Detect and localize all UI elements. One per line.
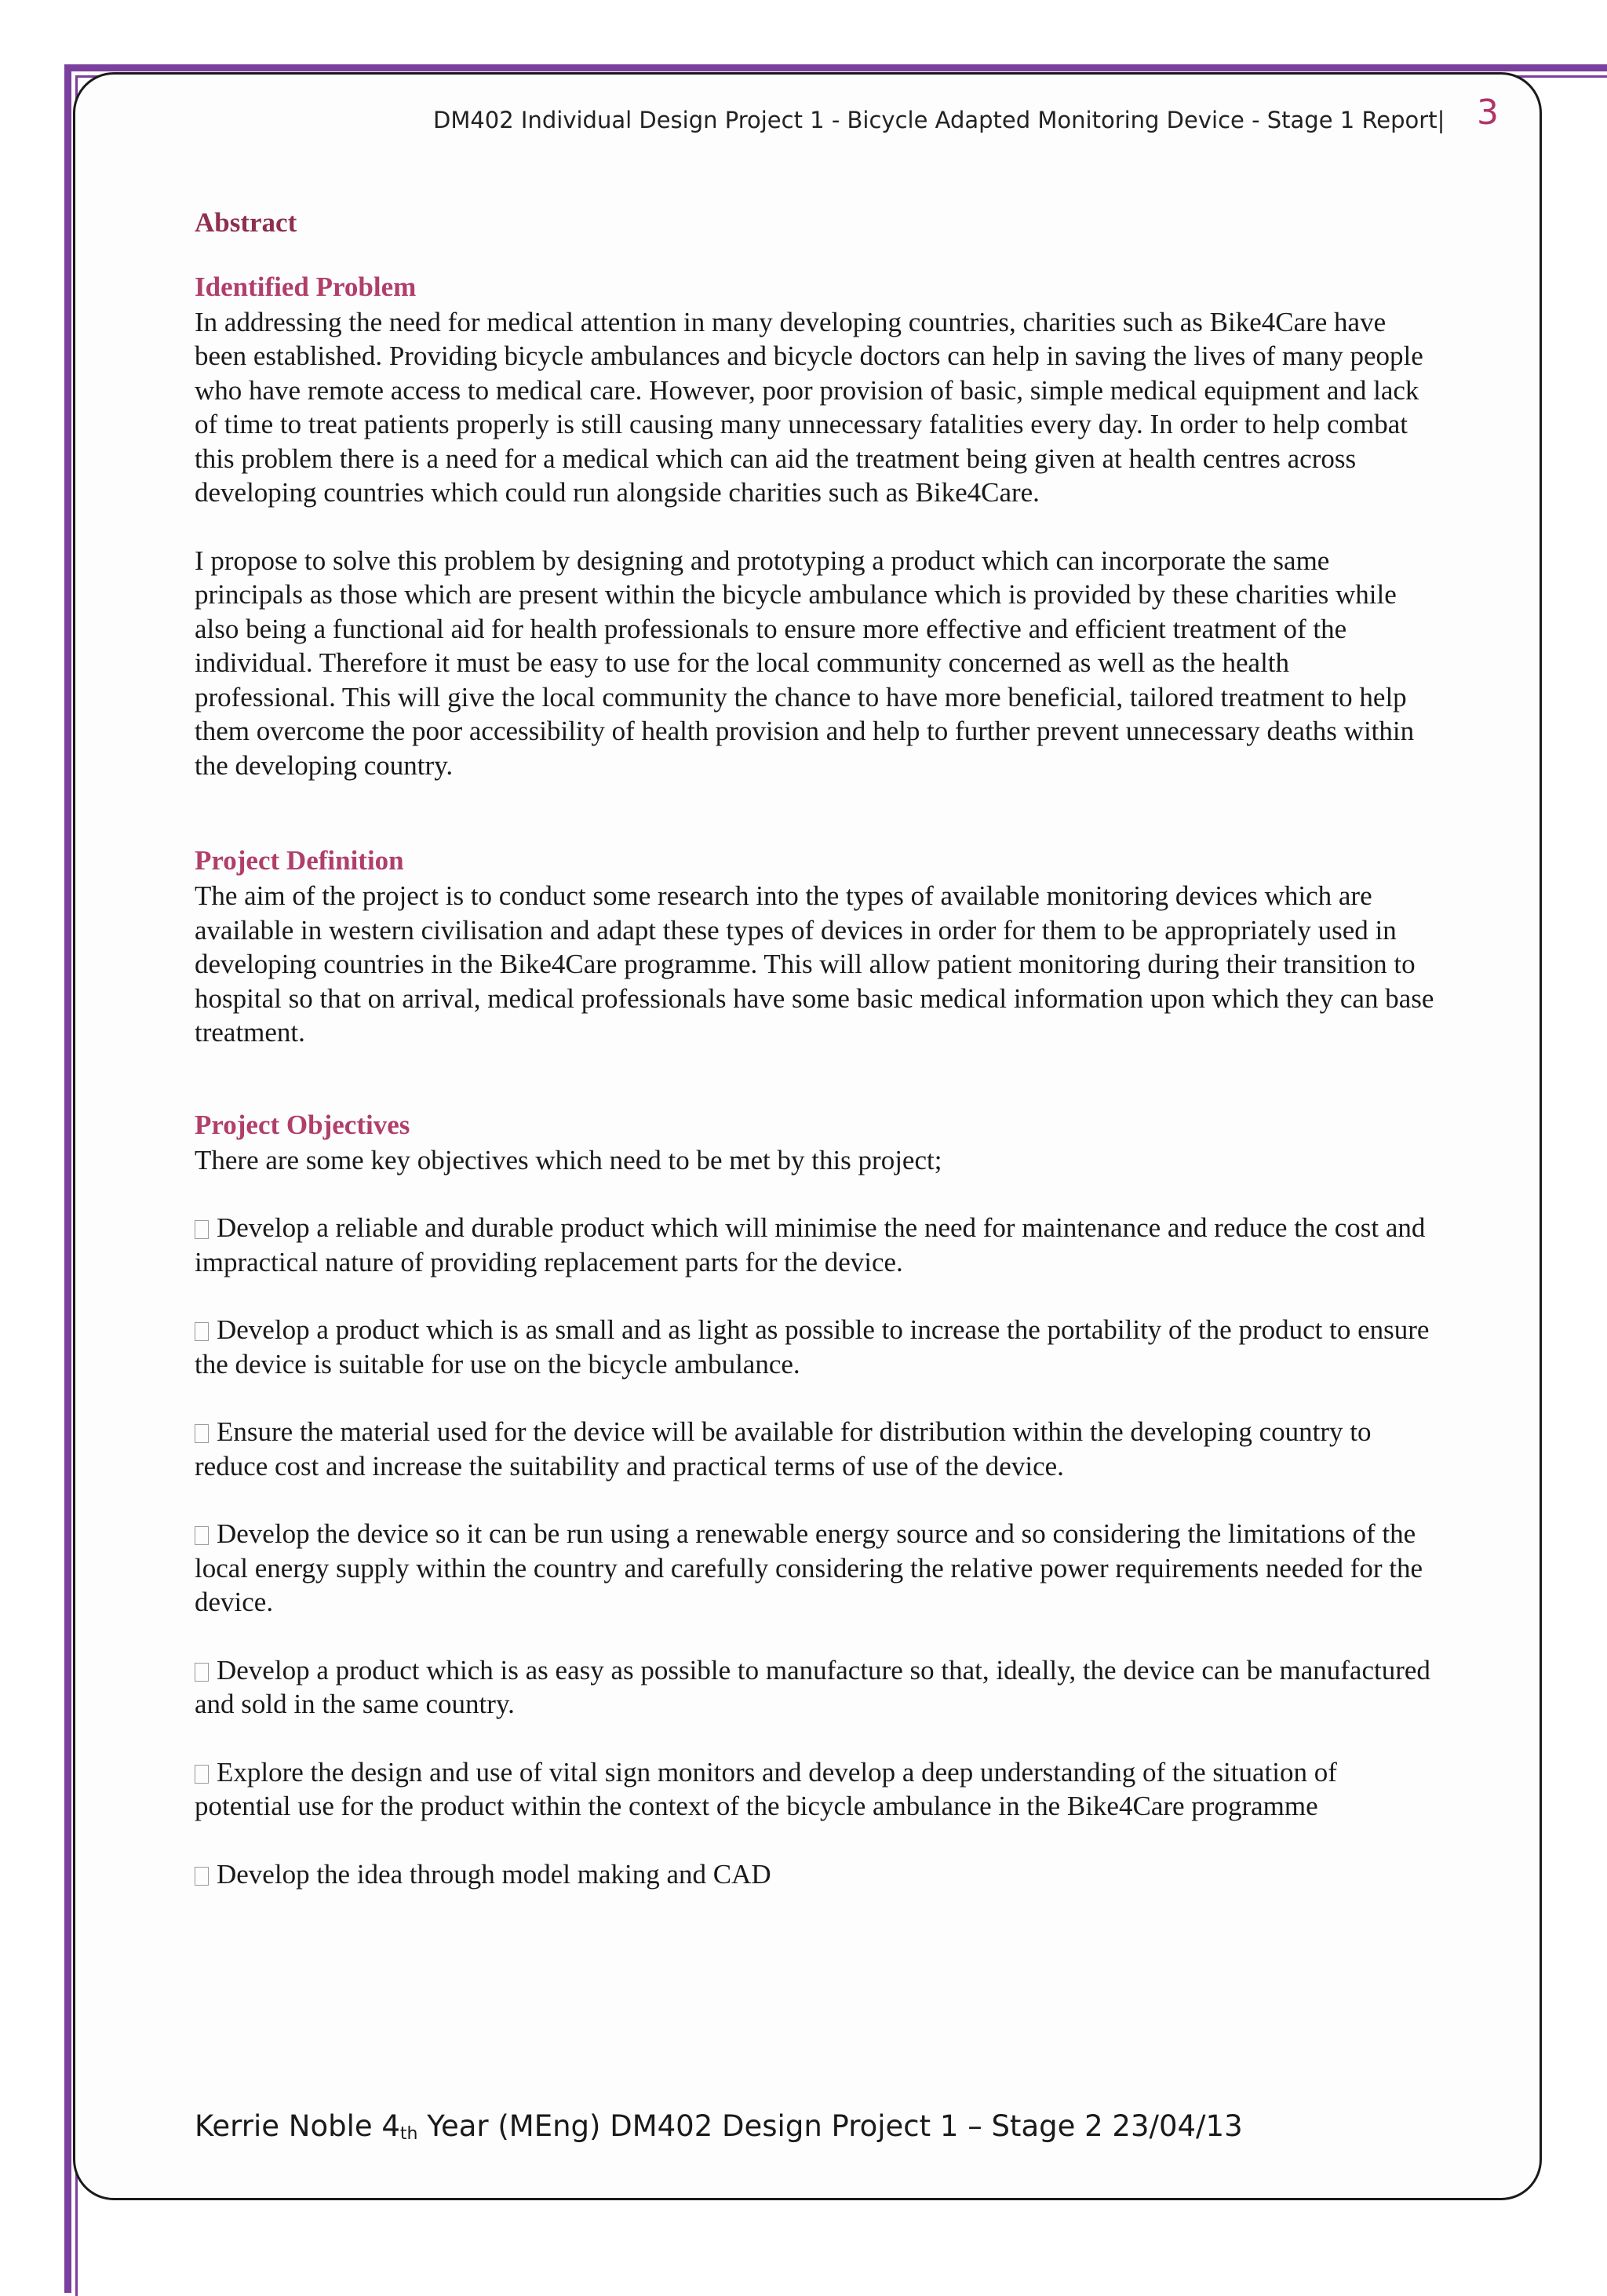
page-number: 3 — [1477, 93, 1499, 133]
identified-problem-paragraph-1: In addressing the need for medical attention in many developing countries, charities such as Bike4Care have been established. Providing bicycle ambulances and bicycle doctors can help in saving the lives of many people who have remote access to medical care. However, poor provision of basic, simple medical equipment and lack of time to treat patients properly is still causing many unnecessary fatalities every day. In order to help combat this problem there is a need for a medical which can aid the treatment being given at health centres across developing countries which could run alongside charities such as Bike4Care. — [195, 306, 1423, 508]
objective-item: Develop the device so it can be run using a renewable energy source and so considering the limitations of the local energy supply within the country and carefully considering the relative power requirements needed for the device. — [195, 1518, 1423, 1617]
missing-glyph-bullet-icon — [195, 1867, 209, 1886]
missing-glyph-bullet-icon — [195, 1424, 209, 1443]
project-objectives-section — [195, 1107, 1434, 1892]
objective-item: Develop a product which is as easy as possible to manufacture so that, ideally, the device can be manufactured and sold in the same country. — [195, 1654, 1430, 1719]
identified-problem-paragraph-2: I propose to solve this problem by designing and prototyping a product which can incorporate the same principals as those which are present within the bicycle ambulance which is provided by these charities while also being a functional aid for health professionals to ensure more effective and efficient treatment of the individual. Therefore it must be easy to use for the local community concerned as well as the health professional. This will give the local community the chance to have more beneficial, tailored treatment to help them overcome the poor accessibility of health provision and help to further prevent unnecessary deaths within the developing country. — [195, 545, 1415, 781]
objective-item: Ensure the material used for the device will be available for distribution within the developing country to reduce cost and increase the suitability and practical terms of use of the device. — [195, 1416, 1372, 1481]
project-definition-paragraph: The aim of the project is to conduct some research into the types of available monitoring devices which are available in western civilisation and adapt these types of devices in order for them to be appropriately used in developing countries in the Bike4Care programme. This will allow patient monitoring during their transition to hospital so that on arrival, medical professionals have some basic medical information upon which they can base treatment. — [195, 880, 1434, 1048]
project-definition-section — [195, 843, 1434, 1050]
objective-item: Develop a reliable and durable product which will minimise the need for maintenance and reduce the cost and impractical nature of providing replacement parts for the device. — [195, 1212, 1426, 1277]
running-header: DM402 Individual Design Project 1 - Bicycle Adapted Monitoring Device - Stage 1 Report| — [433, 107, 1445, 133]
missing-glyph-bullet-icon — [195, 1220, 209, 1239]
objective-item: Develop the idea through model making and CAD — [195, 1857, 1434, 1892]
identified-problem-section — [195, 269, 1434, 783]
abstract-heading: Abstract — [195, 207, 297, 238]
missing-glyph-bullet-icon — [195, 1765, 209, 1784]
document-body — [195, 206, 1434, 1925]
missing-glyph-bullet-icon — [195, 1322, 209, 1341]
missing-glyph-bullet-icon — [195, 1663, 209, 1682]
objective-item: Explore the design and use of vital sign monitors and develop a deep understanding of the situation of potential use for the product within the context of the bicycle ambulance in the Bike4Care programme — [195, 1756, 1337, 1821]
project-objectives-heading: Project Objectives — [195, 1109, 410, 1140]
page-footer: Kerrie Noble $4_{th}$ Year (MEng) DM402 Design Project 1 – Stage 2 23/04/13 — [195, 2109, 1243, 2144]
missing-glyph-bullet-icon — [195, 1526, 209, 1545]
identified-problem-heading: Identified Problem — [195, 271, 417, 302]
project-objectives-intro: There are some key objectives which need to be met by this project; — [195, 1144, 942, 1175]
project-definition-heading: Project Definition — [195, 845, 404, 876]
objective-item: Develop a product which is as small and as light as possible to increase the portability of the product to ensure the device is suitable for use on the bicycle ambulance. — [195, 1314, 1430, 1379]
